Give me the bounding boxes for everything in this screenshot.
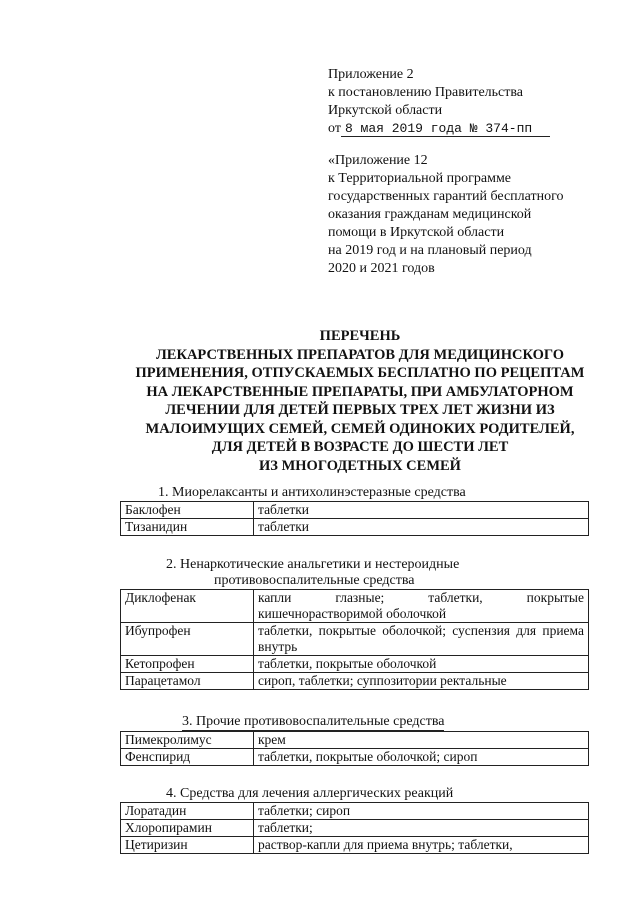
drug-name: Пимекролимус [121,732,254,749]
drug-name: Цетиризин [121,837,254,854]
appendix-region: Иркутской области [328,103,443,118]
drug-form: сироп, таблетки; суппозитории ректальные [254,673,589,690]
sub-appendix-header [328,152,628,278]
appendix-decree-ref: к постановлению Правительства [328,85,524,100]
sub-appendix-line: к Территориальной программе [328,171,512,186]
table-row [121,820,589,837]
sub-appendix-line: помощи в Иркутской области [328,225,505,240]
decree-date-number: 8 мая 2019 года № 374-пп [341,121,550,137]
drug-form: таблетки, покрытые оболочкой; суспензия для приема внутрь [254,623,589,656]
sub-appendix-line: «Приложение 12 [328,153,428,168]
table-row [121,749,589,766]
title-line: ПЕРЕЧЕНЬ [319,328,401,344]
drug-table-section-2 [120,589,589,690]
table-row [121,656,589,673]
section-heading: 2. Ненаркотические анальгетики и нестероидные [166,557,460,572]
drug-name: Диклофенак [121,590,254,623]
drug-name: Ибупрофен [121,623,254,656]
title-line: ПРИМЕНЕНИЯ, ОТПУСКАЕМЫХ БЕСПЛАТНО ПО РЕЦЕПТАМ [135,365,585,381]
drug-name: Баклофен [121,502,254,519]
section-heading-continued: противовоспалительные средства [214,573,415,588]
table-row [121,837,589,854]
drug-form: таблетки [254,502,589,519]
section-heading: 1. Миорелаксанты и антихолинэстеразные средства [158,485,466,500]
drug-form: таблетки, покрытые оболочкой; сироп [254,749,589,766]
drug-table-section-1 [120,501,589,536]
title-line: ИЗ МНОГОДЕТНЫХ СЕМЕЙ [259,457,461,474]
drug-name: Тизанидин [121,519,254,536]
title-line: ЛЕКАРСТВЕННЫХ ПРЕПАРАТОВ ДЛЯ МЕДИЦИНСКОГО [155,346,565,363]
title-line: ДЛЯ ДЕТЕЙ В ВОЗРАСТЕ ДО ШЕСТИ ЛЕТ [211,439,509,455]
title-line: ЛЕЧЕНИИ ДЛЯ ДЕТЕЙ ПЕРВЫХ ТРЕХ ЛЕТ ЖИЗНИ ИЗ [165,402,555,418]
table-row [121,623,589,656]
table-row [121,590,589,623]
table-row [121,519,589,536]
sub-appendix-line: государственных гарантий бесплатного [328,189,564,204]
drug-form: крем [254,732,589,749]
appendix-number: Приложение 2 [328,67,414,82]
drug-name: Фенспирид [121,749,254,766]
sub-appendix-line: на 2019 год и на плановый период [328,243,532,258]
drug-form: капли глазные; таблетки, покрытые кишечнорастворимой оболочкой [254,590,589,623]
drug-form: раствор-капли для приема внутрь; таблетки, [254,837,589,854]
drug-table-section-3 [120,731,589,766]
decree-date-line [328,120,618,138]
section-heading: 4. Средства для лечения аллергических реакций [166,786,454,801]
drug-form: таблетки, покрытые оболочкой [254,656,589,673]
drug-name: Лоратадин [121,803,254,820]
table-row [121,673,589,690]
drug-form: таблетки; сироп [254,803,589,820]
drug-name: Хлоропирамин [121,820,254,837]
table-row [121,803,589,820]
title-line: МАЛОИМУЩИХ СЕМЕЙ, СЕМЕЙ ОДИНОКИХ РОДИТЕЛЕЙ, [145,420,575,437]
sub-appendix-line: оказания гражданам медицинской [328,207,532,222]
title-line: НА ЛЕКАРСТВЕННЫЕ ПРЕПАРАТЫ, ПРИ АМБУЛАТОРНОМ [146,383,574,400]
section-heading: 3. Прочие противовоспалительные средства [182,714,445,729]
drug-form: таблетки [254,519,589,536]
decree-from-label: от [328,121,341,136]
drug-name: Парацетамол [121,673,254,690]
drug-table-section-4 [120,802,589,854]
appendix-header [328,66,618,138]
document-title [110,327,610,475]
table-row [121,502,589,519]
table-row [121,732,589,749]
drug-name: Кетопрофен [121,656,254,673]
sub-appendix-line: 2020 и 2021 годов [328,261,435,276]
drug-form: таблетки; [254,820,589,837]
